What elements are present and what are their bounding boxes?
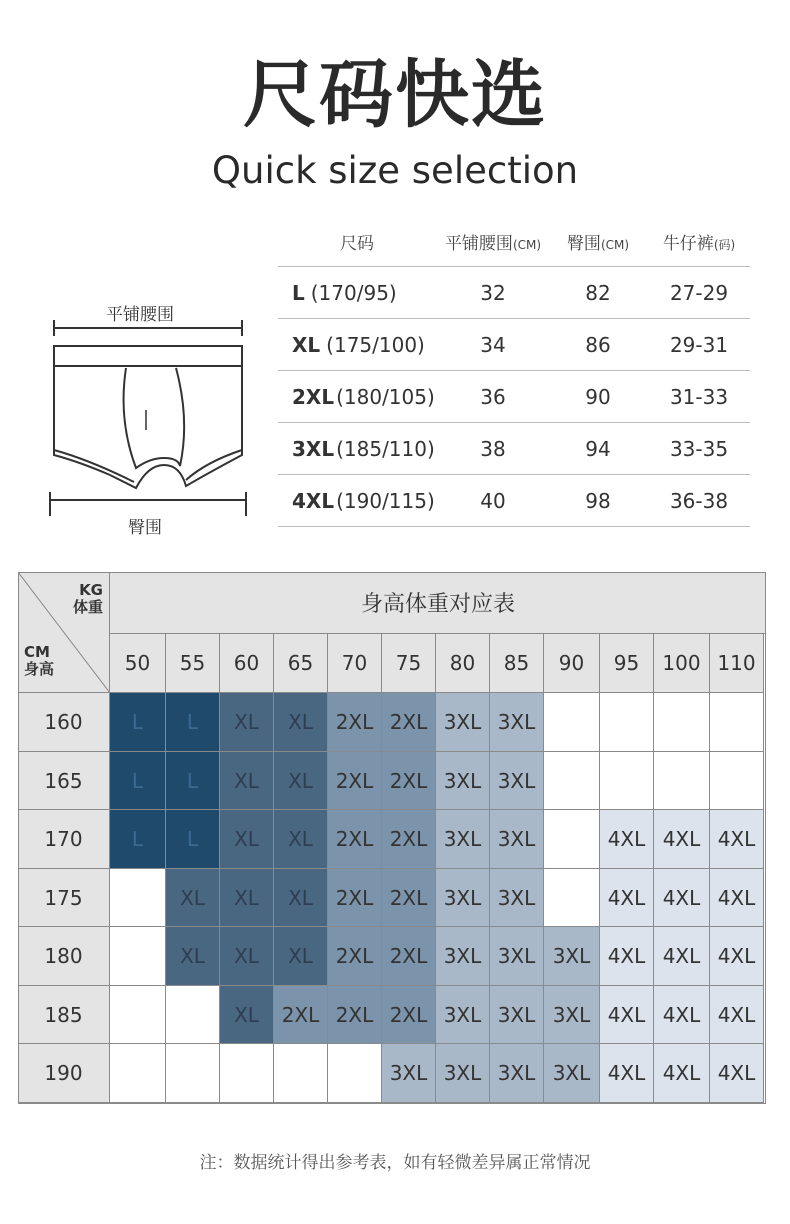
size-cell: 3XL [382,1044,436,1103]
page-title-en: Quick size selection [211,149,579,192]
size-cell: 4XL [654,810,710,869]
size-cell: 3XL [436,810,490,869]
size-cell: 3XL [490,986,544,1044]
waist-value: 36 [480,384,506,409]
size-cell: 4XL [710,927,764,986]
weight-header-cell: 80 [436,634,490,693]
height-header-cell: 175 [18,869,110,927]
height-header-cell: 190 [18,1044,110,1103]
size-row [278,371,750,423]
height-axis-label: CM 身高 [24,643,55,678]
page-title-cn: 尺码快选 [243,52,547,138]
weight-header-cell: 50 [110,634,166,693]
size-cell: 2XL [382,927,436,986]
size-cell: XL [220,752,274,810]
weight-header-cell: 100 [654,634,710,693]
height-weight-chart [18,572,766,1104]
size-cell: XL [274,869,328,927]
size-cell: 4XL [600,927,654,986]
size-cell: XL [274,810,328,869]
hip-value: 90 [585,384,611,409]
header-waist: 平铺腰围(CM) [444,233,542,254]
size-cell: 2XL [382,752,436,810]
size-cell: 2XL [328,810,382,869]
weight-axis-label: KG 体重 [72,581,103,616]
size-label: L [292,280,305,305]
header-jeans: 牛仔裤(码) [662,233,736,254]
size-cell: 4XL [710,869,764,927]
header-hip: 臀围(CM) [566,233,630,254]
jeans-value: 31-33 [669,384,729,409]
size-cell: 2XL [382,869,436,927]
size-cell: XL [220,693,274,752]
size-cell: XL [274,927,328,986]
size-spec: (170/95) [310,280,397,305]
size-label: 4XL [292,488,335,513]
weight-header-cell: 60 [220,634,274,693]
size-cell: 4XL [654,1044,710,1103]
size-cell: 3XL [544,986,600,1044]
weight-header-cell: 110 [710,634,764,693]
size-row [278,267,750,319]
jeans-value: 29-31 [669,332,729,357]
hip-value: 86 [585,332,611,357]
size-cell: XL [220,986,274,1044]
size-table-header [278,216,750,267]
size-table [278,216,750,527]
weight-header-cell: 95 [600,634,654,693]
height-header-cell: 180 [18,927,110,986]
size-cell: 2XL [328,869,382,927]
size-cell: XL [166,927,220,986]
size-cell: 3XL [436,986,490,1044]
height-header-cell: 160 [18,693,110,752]
size-cell: 2XL [382,693,436,752]
size-cell: 2XL [328,693,382,752]
size-cell: 3XL [490,693,544,752]
size-cell: 4XL [710,986,764,1044]
height-header-cell: 185 [18,986,110,1044]
size-row [278,319,750,371]
weight-header-cell: 70 [328,634,382,693]
size-cell: 4XL [710,1044,764,1103]
hip-value: 94 [585,436,611,461]
size-cell: L [166,752,220,810]
size-cell: 2XL [382,986,436,1044]
waist-value: 38 [480,436,506,461]
size-row [278,423,750,475]
size-cell: 3XL [544,927,600,986]
size-cell: L [110,693,166,752]
size-cell: 2XL [382,810,436,869]
jeans-value: 27-29 [669,280,729,305]
weight-header-cell: 55 [166,634,220,693]
size-cell: 3XL [490,1044,544,1103]
grid-title: 身高体重对应表 [110,572,766,634]
size-cell: 3XL [436,693,490,752]
size-cell: 2XL [328,927,382,986]
size-spec: (175/100) [326,332,425,357]
size-cell: L [110,752,166,810]
size-cell: 4XL [600,1044,654,1103]
size-cell: XL [274,752,328,810]
size-cell: XL [220,810,274,869]
weight-header-cell: 75 [382,634,436,693]
size-label: 2XL [292,384,335,409]
header-size: 尺码 [340,233,374,254]
size-cell: 4XL [600,810,654,869]
grid-frame [18,572,766,1104]
height-header-cell: 170 [18,810,110,869]
size-cell: 2XL [328,986,382,1044]
jeans-value: 33-35 [669,436,729,461]
size-cell: XL [220,927,274,986]
size-cell: 3XL [544,1044,600,1103]
waist-value: 40 [480,488,506,513]
size-cell: 2XL [328,752,382,810]
size-cell: 3XL [490,927,544,986]
size-cell: 4XL [600,869,654,927]
size-cell: 4XL [654,869,710,927]
size-cell: 4XL [654,927,710,986]
footnote: 注：数据统计得出参考表，如有轻微差异属正常情况 [199,1153,591,1173]
size-cell: 3XL [436,869,490,927]
height-header-cell: 165 [18,752,110,810]
hip-value: 98 [585,488,611,513]
underwear-diagram [40,290,260,550]
size-spec: (190/115) [336,488,435,513]
size-spec: (180/105) [336,384,435,409]
size-cell: 4XL [600,986,654,1044]
size-cell: 3XL [436,752,490,810]
waist-value: 32 [480,280,506,305]
jeans-value: 36-38 [669,488,729,513]
weight-header-cell: 85 [490,634,544,693]
weight-header-cell: 65 [274,634,328,693]
waist-label: 平铺腰围 [106,305,174,325]
size-cell: 3XL [436,1044,490,1103]
size-cell: XL [166,869,220,927]
size-cell: 4XL [710,810,764,869]
size-cell: 3XL [490,869,544,927]
size-spec: (185/110) [336,436,435,461]
weight-header-cell: 90 [544,634,600,693]
size-label: 3XL [292,436,335,461]
hip-value: 82 [585,280,611,305]
size-row [278,475,750,527]
size-cell: L [166,810,220,869]
size-cell: 2XL [274,986,328,1044]
size-cell: 3XL [436,927,490,986]
size-label: XL [292,332,321,357]
hip-label: 臀围 [128,518,162,538]
size-cell: XL [274,693,328,752]
size-cell: 3XL [490,810,544,869]
waist-value: 34 [480,332,506,357]
size-cell: XL [220,869,274,927]
size-cell: 4XL [654,986,710,1044]
size-cell: L [110,810,166,869]
size-cell: L [166,693,220,752]
size-cell: 3XL [490,752,544,810]
